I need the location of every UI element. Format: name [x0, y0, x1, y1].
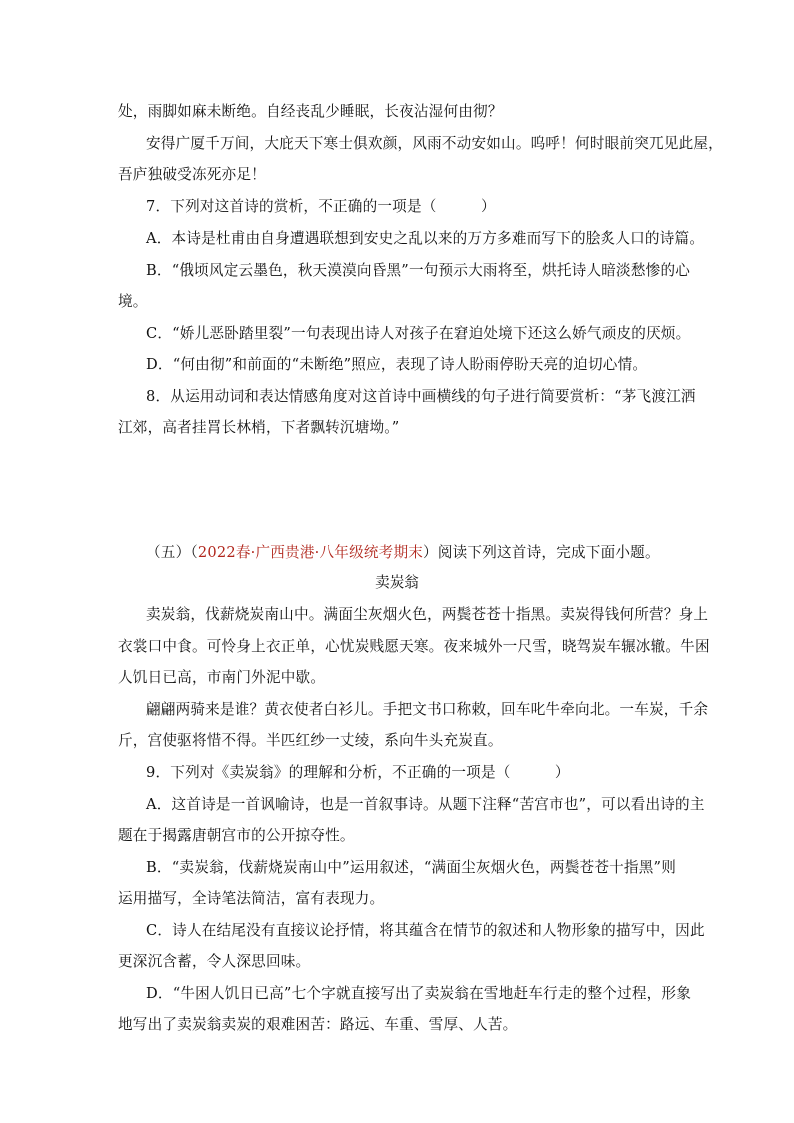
- question-7-option-b: B．“俄顷风定云墨色，秋天漠漠向昏黑”一句预示大雨将至，烘托诗人暗淡愁惨的心: [146, 262, 691, 279]
- question-9-option-c: C．诗人在结尾没有直接议论抒情，将其蕴含在情节的叙述和人物形象的描写中，因此: [146, 922, 705, 939]
- question-7-stem: 7．下列对这首诗的赏析，不正确的一项是（ ）: [146, 198, 496, 215]
- question-9-stem: 9．下列对《卖炭翁》的理解和分析，不正确的一项是（ ）: [146, 764, 570, 781]
- question-7-option-a: A．本诗是杜甫由自身遭遇联想到安史之乱以来的万方多难而写下的脍炙人口的诗篇。: [146, 230, 705, 247]
- question-9-option-b: B．“卖炭翁，伐薪烧炭南山中”运用叙述，“满面尘灰烟火色，两鬓苍苍十指黑”则: [146, 859, 676, 876]
- question-9-option-b-cont: 运用描写，全诗笔法简洁，富有表现力。: [118, 890, 385, 907]
- question-9-option-d-cont: 地写出了卖炭翁卖炭的艰难困苦：路远、车重、雪厚、人苦。: [118, 1016, 518, 1033]
- question-7-option-c: C．“娇儿恶卧踏里裂”一句表现出诗人对孩子在窘迫处境下还这么娇气顽皮的厌烦。: [146, 325, 691, 342]
- question-7-option-d: D．“何由彻”和前面的“未断绝”照应，表现了诗人盼雨停盼天亮的迫切心情。: [146, 356, 648, 373]
- poem1-stanza-line: 吾庐独破受冻死亦足！: [118, 166, 266, 183]
- question-8-stem-cont: 江郊，高者挂罥长林梢，下者飘转沉塘坳。”: [118, 419, 400, 436]
- poem2-paragraph2-line: 斤，宫使驱将惜不得。半匹红纱一丈绫，系向牛头充炭直。: [118, 732, 503, 749]
- section-5-prefix: （五）（: [146, 544, 198, 561]
- question-8-stem: 8．从运用动词和表达情感角度对这首诗中画横线的句子进行简要赏析：“茅飞渡江洒: [146, 388, 696, 405]
- poem-title: 卖炭翁: [375, 574, 419, 591]
- poem2-paragraph1-line: 人饥日已高，市南门外泥中歇。: [118, 669, 326, 686]
- question-9-option-a: A．这首诗是一首讽喻诗，也是一首叙事诗。从题下注释“苦宫市也”，可以看出诗的主: [146, 796, 705, 813]
- section-5-source: 2022春·广西贵港·八年级统考期末: [197, 544, 424, 561]
- section-5-instruction: ）阅读下列这首诗，完成下面小题。: [423, 544, 660, 561]
- question-9-option-a-cont: 题在于揭露唐朝宫市的公开掠夺性。: [118, 827, 355, 844]
- poem1-stanza-line: 安得广厦千万间，大庇天下寒士俱欢颜，风雨不动安如山。呜呼！何时眼前突兀见此屋，: [146, 135, 723, 152]
- section-5-heading: [146, 543, 706, 563]
- poem2-paragraph1-line: 卖炭翁，伐薪烧炭南山中。满面尘灰烟火色，两鬓苍苍十指黑。卖炭得钱何所营？身上: [146, 606, 709, 623]
- question-9-option-d: D．“牛困人饥日已高”七个字就直接写出了卖炭翁在雪地赶车行走的整个过程，形象: [146, 985, 692, 1002]
- poem2-paragraph2-line: 翩翩两骑来是谁？黄衣使者白衫儿。手把文书口称敕，回车叱牛牵向北。一车炭，千余: [146, 701, 709, 718]
- question-9-option-c-cont: 更深沉含蓄，令人深思回味。: [118, 953, 311, 970]
- question-7-option-b-cont: 境。: [118, 293, 148, 310]
- poem1-tail-line: 处，雨脚如麻未断绝。自经丧乱少睡眠，长夜沾湿何由彻？: [118, 103, 503, 120]
- poem2-paragraph1-line: 衣裳口中食。可怜身上衣正单，心忧炭贱愿天寒。夜来城外一尺雪，晓驾炭车辗冰辙。牛困: [118, 638, 710, 655]
